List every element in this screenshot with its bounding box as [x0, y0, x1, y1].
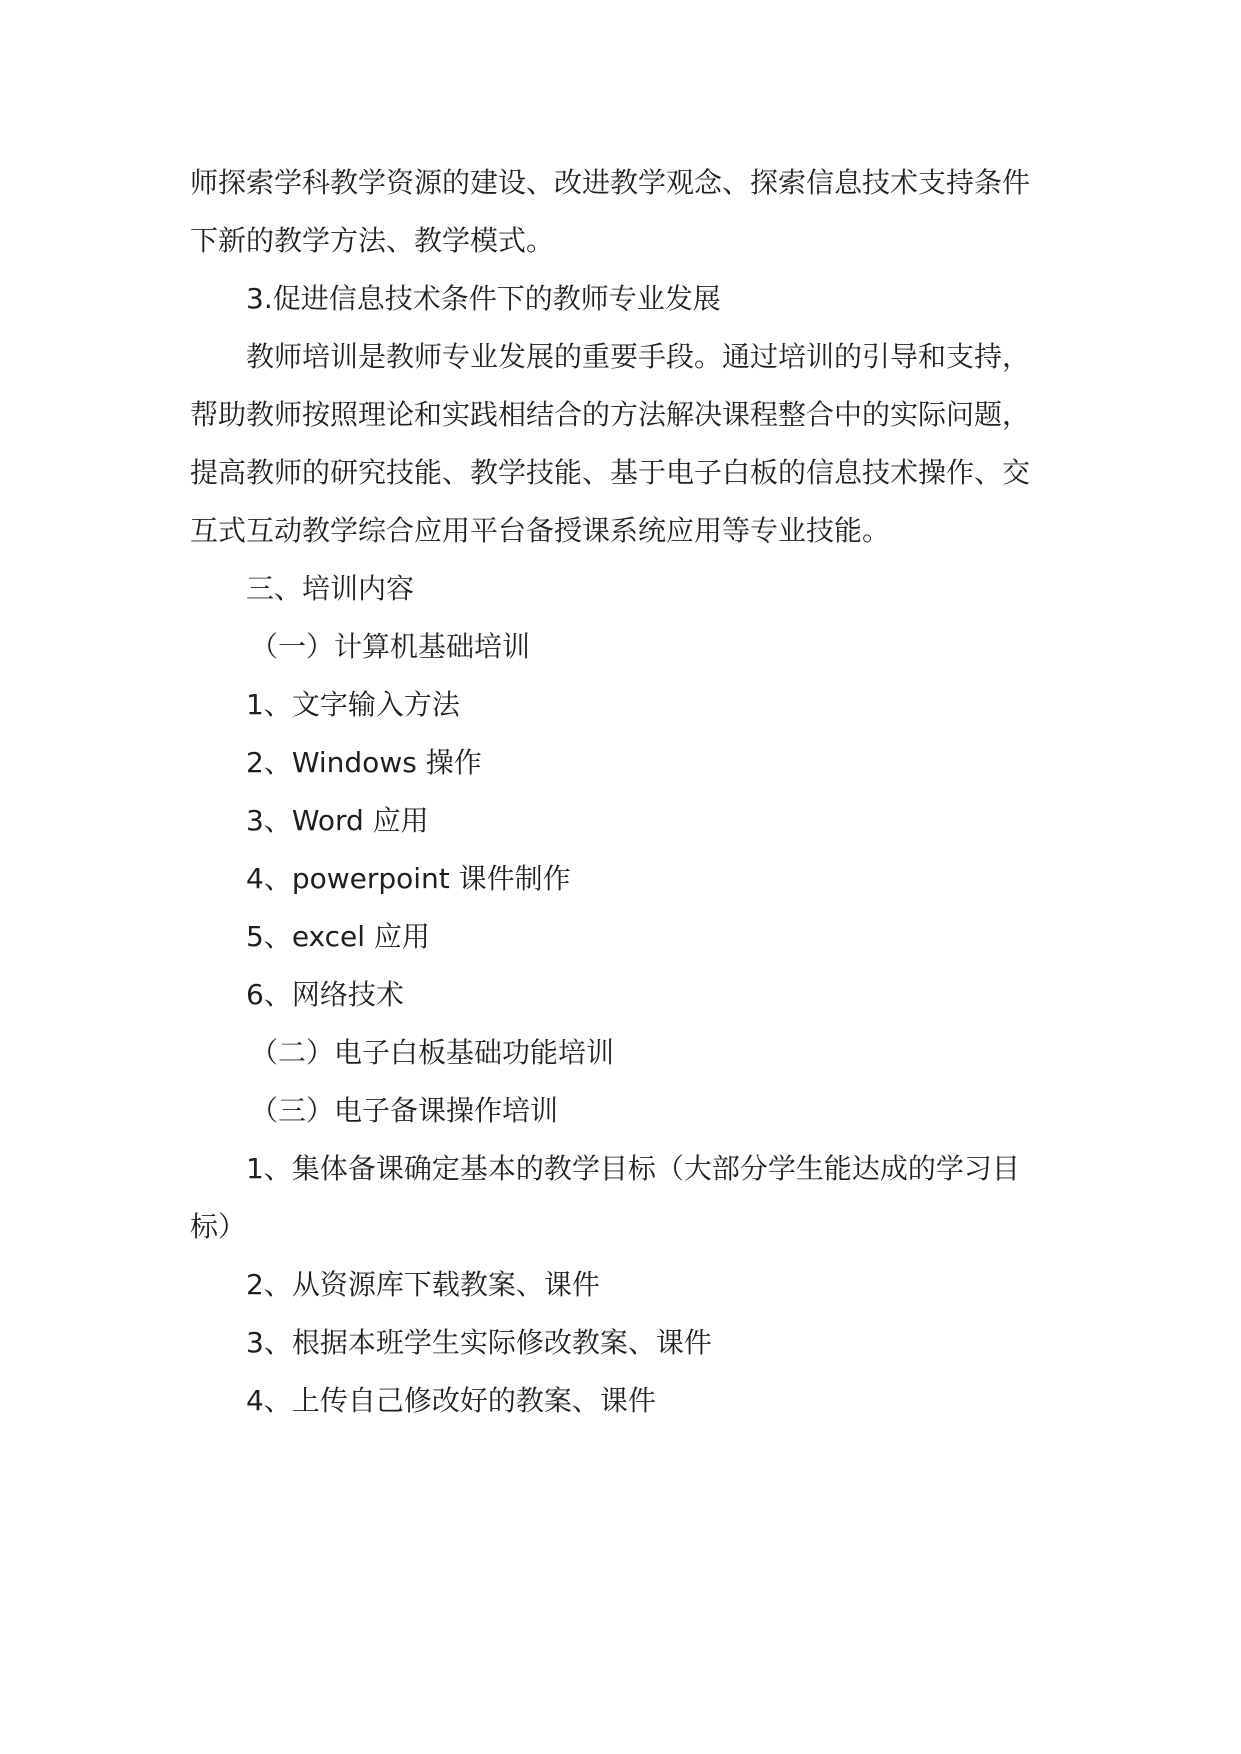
list-item: 5、excel 应用 — [246, 920, 430, 953]
subheading-3: 3.促进信息技术条件下的教师专业发展 — [246, 282, 721, 315]
paragraph-line-1: 教师培训是教师专业发展的重要手段。通过培训的引导和支持， — [246, 340, 1031, 373]
paragraph-line-4: 互式互动教学综合应用平台备授课系统应用等专业技能。 — [190, 514, 891, 547]
paragraph-continuation-line-1: 师探索学科教学资源的建设、改进教学观念、探索信息技术支持条件 — [190, 166, 1031, 199]
list-item: 6、网络技术 — [246, 978, 404, 1011]
paragraph-continuation-line-2: 下新的教学方法、教学模式。 — [190, 224, 555, 257]
paragraph-line-3: 提高教师的研究技能、教学技能、基于电子白板的信息技术操作、交 — [190, 456, 1031, 489]
paragraph-line-2: 帮助教师按照理论和实践相结合的方法解决课程整合中的实际问题， — [190, 398, 1031, 431]
list-item: 1、文字输入方法 — [246, 688, 460, 721]
subsection-heading-3: （三）电子备课操作培训 — [250, 1094, 559, 1127]
section-heading: 三、培训内容 — [246, 572, 415, 605]
list-item-continuation: 标） — [190, 1210, 247, 1243]
list-item: 3、根据本班学生实际修改教案、课件 — [246, 1326, 712, 1359]
list-item: 4、powerpoint 课件制作 — [246, 862, 571, 895]
list-item: 2、Windows 操作 — [246, 746, 482, 779]
list-item: 4、上传自己修改好的教案、课件 — [246, 1384, 656, 1417]
subsection-heading-1: （一）计算机基础培训 — [250, 630, 531, 663]
subsection-heading-2: （二）电子白板基础功能培训 — [250, 1036, 615, 1069]
list-item: 3、Word 应用 — [246, 804, 429, 837]
list-item: 2、从资源库下载教案、课件 — [246, 1268, 600, 1301]
list-item: 1、集体备课确定基本的教学目标（大部分学生能达成的学习目 — [246, 1152, 1020, 1185]
